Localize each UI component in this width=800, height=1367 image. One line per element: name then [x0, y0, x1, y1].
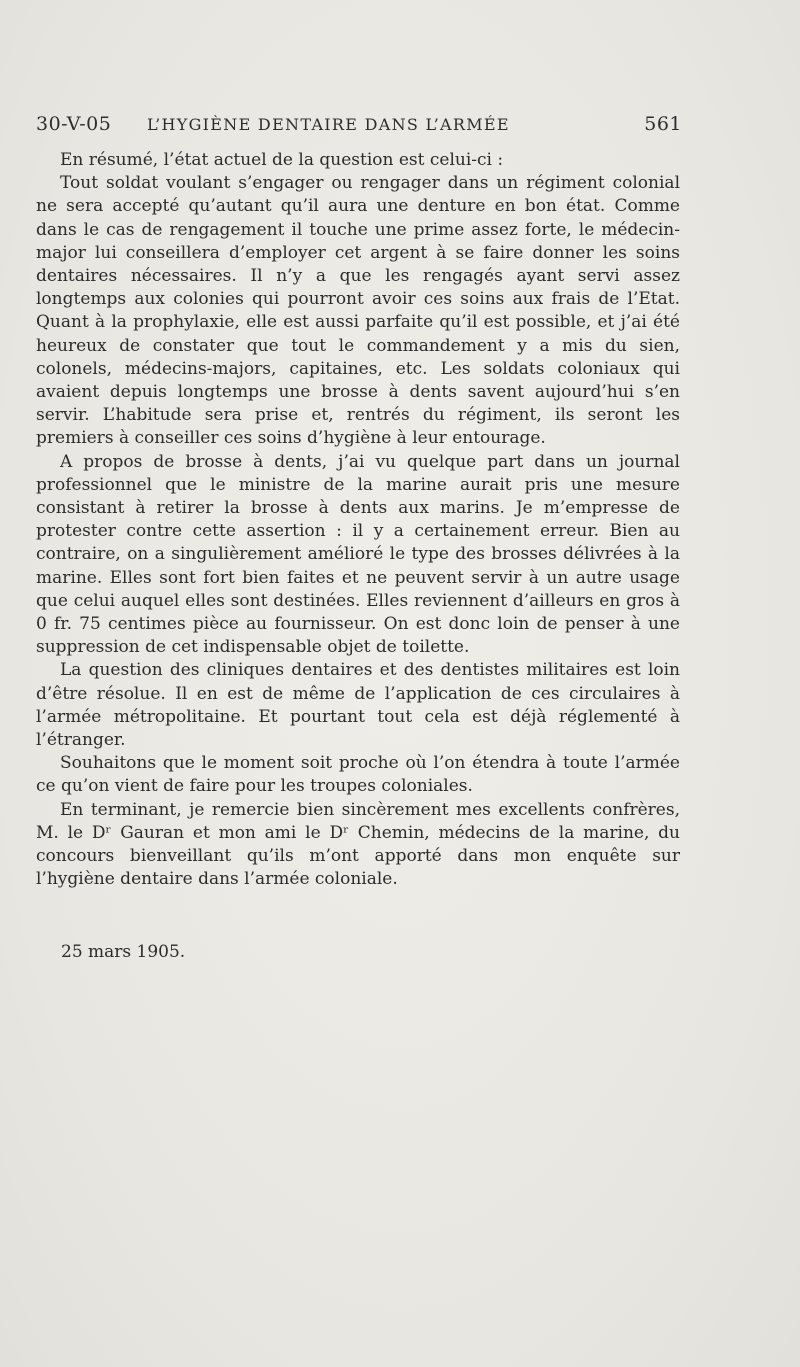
body-text	[36, 149, 680, 892]
paragraph-toothbrush: A propos de brosse à dents, j’ai vu quelque part dans un journal professionnel que le ministre de la marine aurait pris une mesure consistant à retirer la brosse à dents aux marins. Je m’empresse de protester contre cette assertion : il y a certainement erreur. Bien au contraire, on a singulièrement amélioré le type des brosses délivrées à la marine. Elles sont fort bien faites et ne peuvent servir à un autre usage que celui auquel elles sont destinées. Elles reviennent d’ailleurs en gros à 0 fr. 75 centimes pièce au fournisseur. On est donc loin de penser à une suppression de cet indispensable objet de toilette.	[36, 451, 680, 658]
paragraph-enlistment: Tout soldat voulant s’engager ou rengager dans un régiment colonial ne sera accepté qu’autant qu’il aura une denture en bon état. Comme dans le cas de rengagement il touche une prime assez forte, le médecin-major lui conseillera d’employer cet argent à se faire donner les soins dentaires nécessaires. Il n’y a que les rengagés ayant servi assez longtemps aux colonies qui pourront avoir ces soins aux frais de l’Etat. Quant à la prophylaxie, elle est aussi parfaite qu’il est possible, et j’ai été heureux de constater que tout le commandement y a mis du sien, colonels, médecins-majors, capitaines, etc. Les soldats coloniaux qui avaient depuis longtemps une brosse à dents savent aujourd’hui s’en servir. L’habitude sera prise et, rentrés du régiment, ils seront les premiers à conseiller ces soins d’hygiène à leur entourage.	[36, 173, 680, 449]
header-date: 30-V-05	[36, 113, 112, 135]
paragraph-summary-intro: En résumé, l’état actuel de la question est celui-ci :	[60, 150, 504, 170]
header-title: L’HYGIÈNE DENTAIRE DANS L’ARMÉE	[147, 115, 510, 134]
paragraph-clinics: La question des cliniques dentaires et des dentistes militaires est loin d’être résolue. Il en est de même de l’application de ces circulaires à l’armée métropolitaine. Et pourtant tout cela est déjà réglementé à l’étranger.	[36, 660, 680, 751]
page-number: 561	[644, 113, 682, 135]
running-header	[36, 113, 682, 143]
paragraph-thanks: En terminant, je remercie bien sincèrement mes excellents confrères, M. le Dʳ Gauran et mon ami le Dʳ Chemin, médecins de la marine, du concours bienveillant qu’ils m’ont apporté dans mon enquête sur l’hygiène dentaire dans l’armée coloniale.	[36, 799, 680, 890]
signature-date: 25 mars 1905.	[61, 942, 186, 962]
paragraph-wish: Souhaitons que le moment soit proche où l’on étendra à toute l’armée ce qu’on vient de faire pour les troupes coloniales.	[36, 753, 680, 797]
